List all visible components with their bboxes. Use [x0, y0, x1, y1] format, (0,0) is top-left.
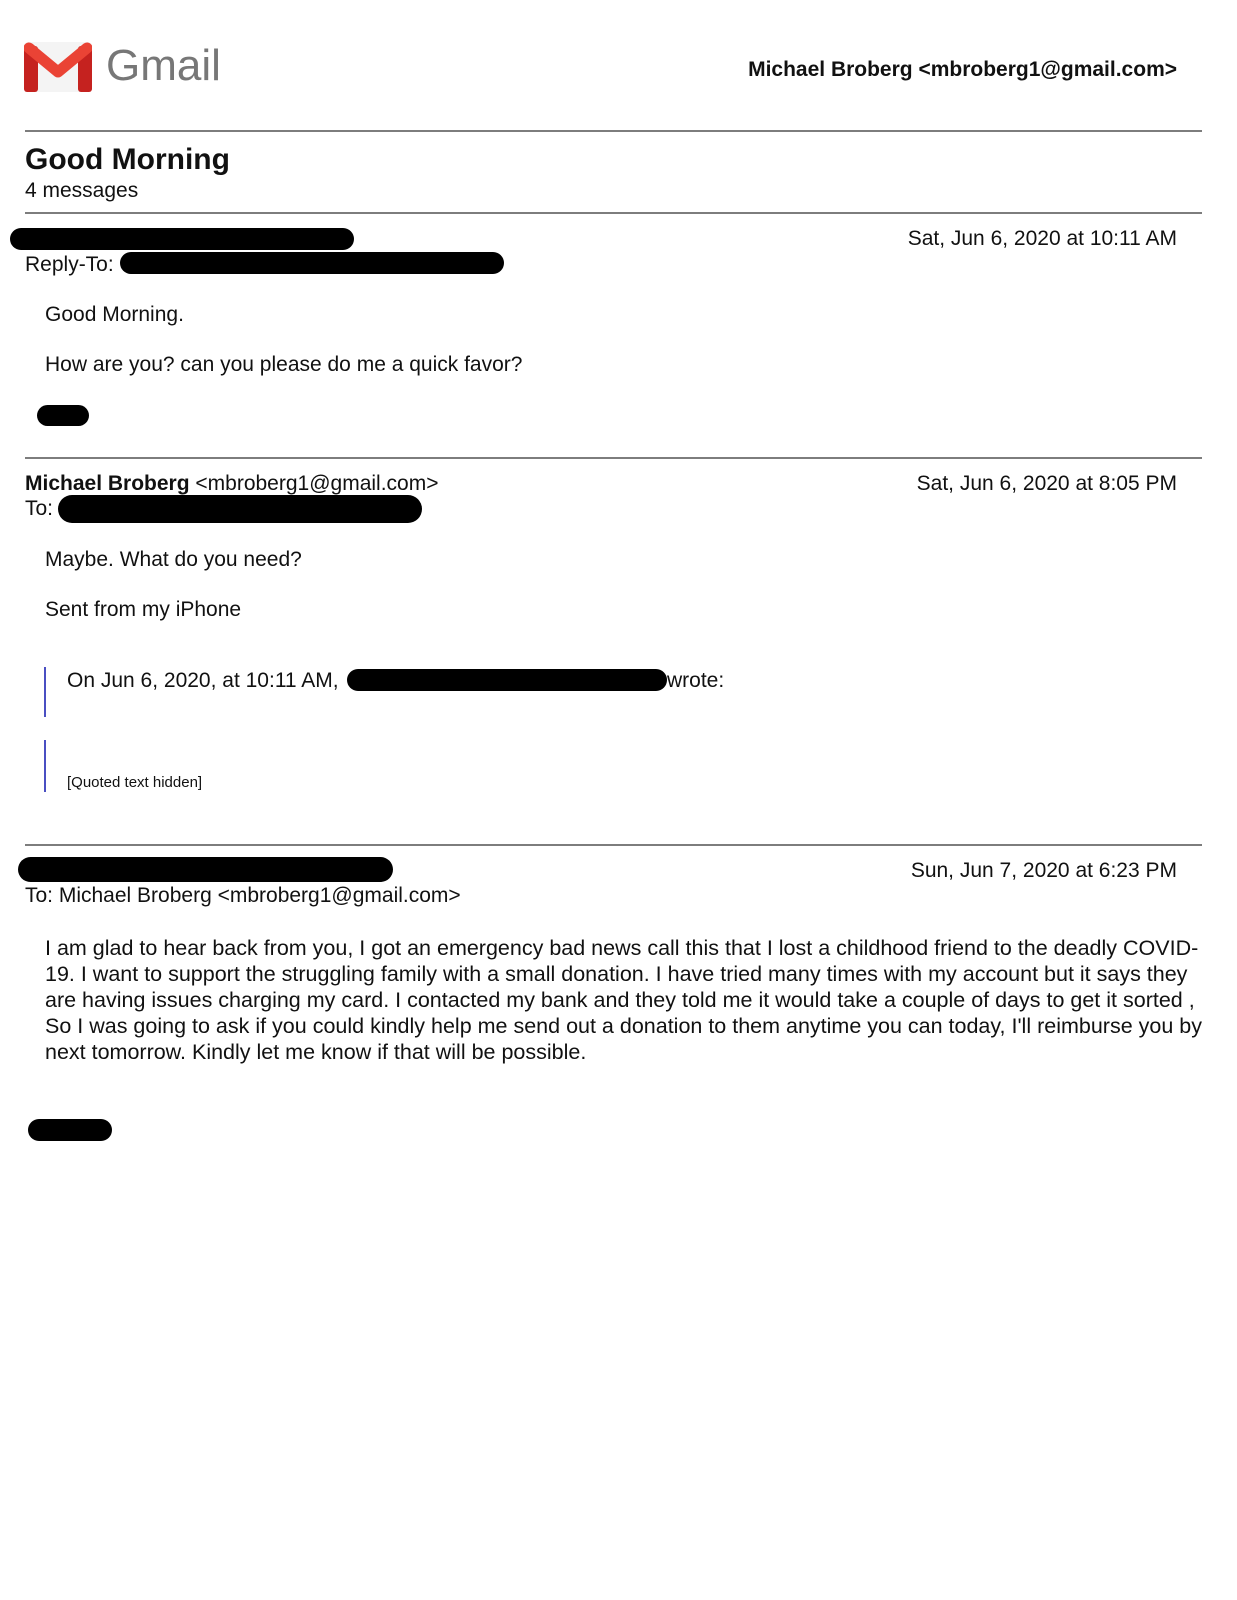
to-label: To: — [25, 497, 54, 520]
sender-line — [25, 472, 438, 496]
reply-to-label: Reply-To: — [25, 253, 114, 276]
sender-email: <mbroberg1@gmail.com> — [195, 472, 439, 495]
account-label: Michael Broberg <mbroberg1@gmail.com> — [748, 58, 1177, 81]
gmail-m-logo-icon — [24, 42, 92, 92]
message-line: How are you? can you please do me a quick favor? — [45, 353, 523, 376]
redacted-quoted-sender — [347, 669, 667, 691]
thread-subject: Good Morning — [25, 143, 230, 176]
message-date: Sun, Jun 7, 2020 at 6:23 PM — [910, 859, 1177, 882]
sender-name: Michael Broberg — [25, 472, 190, 495]
message-date: Sat, Jun 6, 2020 at 8:05 PM — [916, 472, 1177, 495]
message-date: Sat, Jun 6, 2020 at 10:11 AM — [907, 227, 1177, 250]
message-body: I am glad to hear back from you, I got an emergency bad news call this that I lost a childhood friend to the deadly COVID-19. I want to support the struggling family with a small donation. I have tried many times with my account but it says they are having issues charging my card. I contacted my bank and they told me it would take a couple of days to get it sorted , So I was going to ask if you could kindly help me send out a donation to them anytime you can today, I'll reimburse you by next tomorrow. Kindly let me know if that will be possible. — [45, 936, 1202, 1064]
redacted-signature — [28, 1119, 112, 1141]
gmail-logo-text: Gmail — [106, 41, 221, 90]
header-divider — [25, 130, 1202, 132]
redacted-sender — [18, 857, 393, 882]
message-line: Good Morning. — [45, 303, 184, 326]
message-line: Sent from my iPhone — [45, 598, 242, 621]
quote-prefix: On Jun 6, 2020, at 10:11 AM, — [67, 669, 339, 692]
redacted-sender — [10, 228, 354, 250]
redacted-signature — [37, 405, 89, 426]
message-line: Maybe. What do you need? — [45, 548, 302, 571]
redacted-reply-to — [120, 252, 504, 274]
message-divider — [25, 457, 1202, 459]
quote-bar — [44, 740, 46, 792]
quote-bar — [44, 667, 46, 717]
to-line: To: Michael Broberg <mbroberg1@gmail.com> — [25, 884, 461, 907]
message-count: 4 messages — [25, 179, 139, 202]
quote-suffix: wrote: — [667, 669, 725, 692]
gmail-logo — [24, 42, 234, 94]
thread-divider — [25, 212, 1202, 214]
message-divider — [25, 844, 1202, 846]
redacted-recipient — [58, 495, 422, 523]
quoted-text-hidden[interactable]: [Quoted text hidden] — [67, 774, 203, 791]
